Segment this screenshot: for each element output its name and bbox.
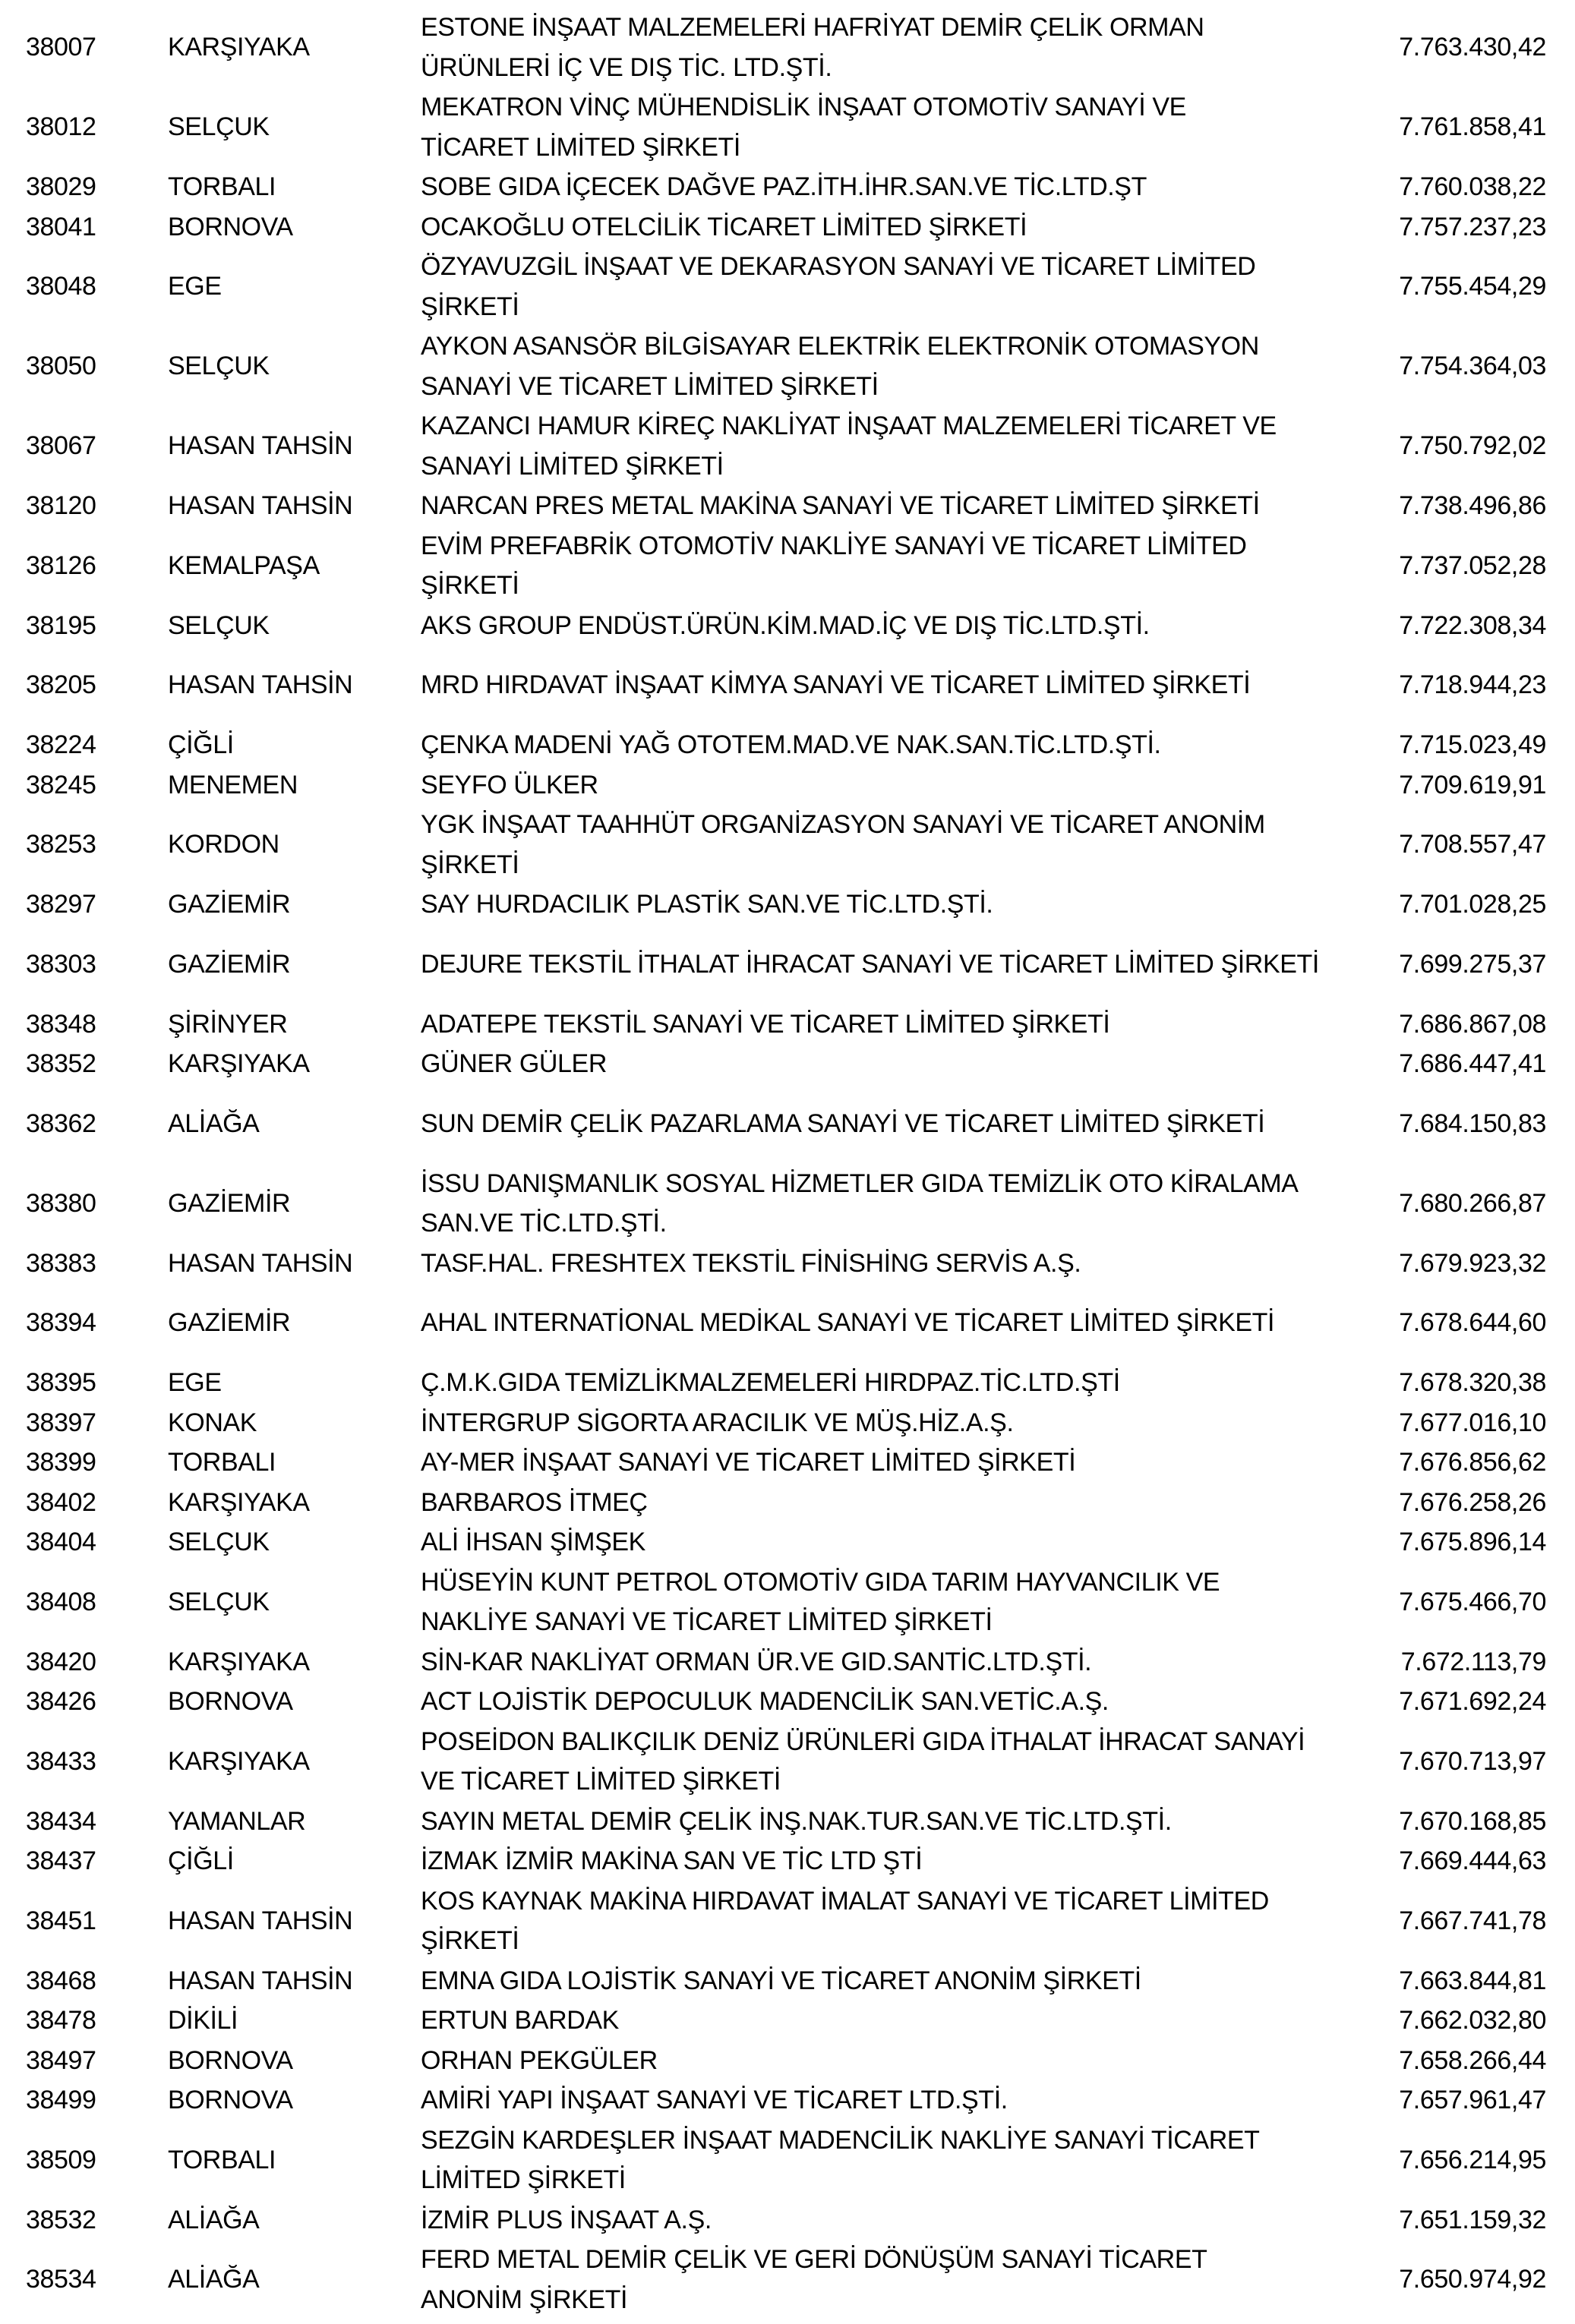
row-amount: 7.718.944,23: [1399, 670, 1546, 700]
row-company-name: [421, 885, 1370, 925]
row-company-name: [421, 1303, 1370, 1343]
row-district: KARŞIYAKA: [168, 1746, 310, 1776]
row-amount: 7.670.713,97: [1399, 1746, 1546, 1776]
company-name-line: SANAYİ VE TİCARET LİMİTED ŞİRKETİ: [421, 371, 879, 401]
row-district: KONAK: [168, 1408, 257, 1437]
row-company-name: [421, 944, 1370, 985]
company-name-line: NARCAN PRES METAL MAKİNA SANAYİ VE TİCARET LİMİTED ŞİRKETİ: [421, 491, 1260, 520]
company-name-line: AKS GROUP ENDÜST.ÜRÜN.KİM.MAD.İÇ VE DIŞ TİC.LTD.ŞTİ.: [421, 610, 1150, 640]
row-number: 38397: [26, 1408, 96, 1437]
row-amount: 7.709.619,91: [1399, 770, 1546, 799]
row-number: 38120: [26, 491, 96, 520]
company-name-line: FERD METAL DEMİR ÇELİK VE GERİ DÖNÜŞÜM SANAYİ TİCARET: [421, 2245, 1207, 2274]
company-name-line: MRD HIRDAVAT İNŞAAT KİMYA SANAYİ VE TİCARET LİMİTED ŞİRKETİ: [421, 670, 1251, 700]
company-name-line: AY-MER İNŞAAT SANAYİ VE TİCARET LİMİTED ŞİRKETİ: [421, 1448, 1076, 1477]
row-district: KORDON: [168, 830, 279, 859]
row-company-name: [421, 1104, 1370, 1144]
row-number: 38348: [26, 1009, 96, 1039]
row-number: 38433: [26, 1746, 96, 1776]
company-name-line: TİCARET LİMİTED ŞİRKETİ: [421, 132, 740, 162]
row-amount: 7.677.016,10: [1399, 1408, 1546, 1437]
company-name-line: EMNA GIDA LOJİSTİK SANAYİ VE TİCARET ANONİM ŞİRKETİ: [421, 1966, 1141, 1995]
row-number: 38253: [26, 830, 96, 859]
company-name-line: ŞİRKETİ: [421, 1926, 519, 1955]
table-row: [0, 2200, 1575, 2240]
table-row: [0, 1283, 1575, 1363]
row-amount: 7.760.038,22: [1399, 172, 1546, 201]
row-amount: 7.763.430,42: [1399, 33, 1546, 62]
row-number: 38352: [26, 1049, 96, 1078]
row-number: 38395: [26, 1368, 96, 1397]
company-name-line: TASF.HAL. FRESHTEX TEKSTİL FİNİSHİNG SERVİS A.Ş.: [421, 1248, 1081, 1278]
row-amount: 7.757.237,23: [1399, 212, 1546, 241]
company-name-line: ÖZYAVUZGİL İNŞAAT VE DEKARASYON SANAYİ VE TİCARET LİMİTED: [421, 252, 1256, 281]
row-district: ALİAĞA: [168, 2205, 260, 2234]
row-district: KARŞIYAKA: [168, 33, 310, 62]
row-district: BORNOVA: [168, 2086, 293, 2114]
table-row: [0, 8, 1575, 87]
row-district: KEMALPAŞA: [168, 550, 320, 580]
row-number: 38499: [26, 2086, 96, 2114]
row-company-name: [421, 1044, 1370, 1084]
table-row: [0, 2240, 1575, 2319]
row-company-name: [421, 2041, 1370, 2081]
row-district: ŞİRİNYER: [168, 1009, 288, 1039]
table-row: [0, 1802, 1575, 1842]
row-company-name: [421, 1164, 1370, 1244]
row-number: 38205: [26, 670, 96, 700]
row-amount: 7.656.214,95: [1399, 2145, 1546, 2174]
table-row: [0, 526, 1575, 606]
row-amount: 7.658.266,44: [1399, 2045, 1546, 2075]
row-number: 38399: [26, 1448, 96, 1477]
row-company-name: [421, 805, 1370, 885]
table-row: [0, 1084, 1575, 1164]
row-company-name: [421, 606, 1370, 646]
table-row: [0, 1403, 1575, 1443]
row-amount: 7.701.028,25: [1399, 890, 1546, 919]
table-row: [0, 645, 1575, 725]
row-amount: 7.738.496,86: [1399, 491, 1546, 520]
table-row: [0, 167, 1575, 207]
row-amount: 7.684.150,83: [1399, 1108, 1546, 1138]
row-amount: 7.675.896,14: [1399, 1528, 1546, 1556]
row-company-name: [421, 167, 1370, 207]
table-row: [0, 1562, 1575, 1642]
company-name-line: KOS KAYNAK MAKİNA HIRDAVAT İMALAT SANAYİ VE TİCARET LİMİTED: [421, 1886, 1269, 1916]
company-name-line: İZMİR PLUS İNŞAAT A.Ş.: [421, 2205, 712, 2234]
row-amount: 7.676.856,62: [1399, 1448, 1546, 1477]
row-amount: 7.750.792,02: [1399, 431, 1546, 461]
row-amount: 7.686.867,08: [1399, 1009, 1546, 1039]
row-company-name: [421, 1403, 1370, 1443]
row-district: ALİAĞA: [168, 2265, 260, 2294]
row-district: HASAN TAHSİN: [168, 431, 353, 461]
row-number: 38509: [26, 2145, 96, 2174]
row-number: 38426: [26, 1687, 96, 1716]
table-row: [0, 1522, 1575, 1562]
row-district: TORBALI: [168, 2145, 276, 2174]
company-name-line: Ç.M.K.GIDA TEMİZLİKMALZEMELERİ HIRDPAZ.TİC.LTD.ŞTİ: [421, 1368, 1120, 1397]
table-row: [0, 1961, 1575, 2001]
row-number: 38380: [26, 1188, 96, 1218]
company-name-line: DEJURE TEKSTİL İTHALAT İHRACAT SANAYİ VE TİCARET LİMİTED ŞİRKETİ: [421, 949, 1319, 979]
row-company-name: [421, 765, 1370, 806]
table-row: [0, 1363, 1575, 1403]
row-amount: 7.715.023,49: [1399, 730, 1546, 759]
company-name-line: ADATEPE TEKSTİL SANAYİ VE TİCARET LİMİTED ŞİRKETİ: [421, 1009, 1110, 1039]
row-company-name: [421, 1802, 1370, 1842]
row-company-name: [421, 1841, 1370, 1881]
table-row: [0, 1244, 1575, 1284]
company-name-line: SAY HURDACILIK PLASTİK SAN.VE TİC.LTD.ŞTİ.: [421, 890, 993, 919]
row-company-name: [421, 1961, 1370, 2001]
company-name-line: EVİM PREFABRİK OTOMOTİV NAKLİYE SANAYİ VE TİCARET LİMİTED: [421, 531, 1247, 560]
row-number: 38224: [26, 730, 96, 759]
table-row: [0, 925, 1575, 1004]
row-district: TORBALI: [168, 1448, 276, 1477]
row-company-name: [421, 8, 1370, 87]
row-number: 38420: [26, 1647, 96, 1676]
table-row: [0, 805, 1575, 885]
row-district: HASAN TAHSİN: [168, 1966, 353, 1995]
row-number: 38437: [26, 1846, 96, 1875]
row-number: 38041: [26, 212, 96, 241]
row-amount: 7.667.741,78: [1399, 1906, 1546, 1935]
company-name-line: SEZGİN KARDEŞLER İNŞAAT MADENCİLİK NAKLİYE SANAYİ TİCARET: [421, 2125, 1260, 2155]
company-name-line: SAYIN METAL DEMİR ÇELİK İNŞ.NAK.TUR.SAN.VE TİC.LTD.ŞTİ.: [421, 1806, 1172, 1836]
table-row: [0, 87, 1575, 167]
row-district: DİKİLİ: [168, 2006, 238, 2035]
row-number: 38404: [26, 1528, 96, 1556]
row-number: 38451: [26, 1906, 96, 1935]
table-row: [0, 1164, 1575, 1244]
table-row: [0, 1483, 1575, 1523]
row-district: HASAN TAHSİN: [168, 491, 353, 520]
row-district: BORNOVA: [168, 2045, 293, 2075]
row-number: 38497: [26, 2045, 96, 2075]
row-number: 38468: [26, 1966, 96, 1995]
row-number: 38402: [26, 1487, 96, 1517]
row-company-name: [421, 1642, 1370, 1682]
row-amount: 7.679.923,32: [1399, 1248, 1546, 1278]
row-company-name: [421, 1722, 1370, 1802]
row-district: GAZİEMİR: [168, 890, 291, 919]
row-amount: 7.686.447,41: [1399, 1049, 1546, 1078]
row-company-name: [421, 406, 1370, 486]
company-name-line: ÇENKA MADENİ YAĞ OTOTEM.MAD.VE NAK.SAN.TİC.LTD.ŞTİ.: [421, 730, 1161, 759]
row-amount: 7.678.320,38: [1399, 1368, 1546, 1397]
table-row: [0, 1841, 1575, 1881]
row-amount: 7.670.168,85: [1399, 1806, 1546, 1836]
company-name-line: BARBAROS İTMEÇ: [421, 1487, 648, 1517]
row-amount: 7.678.644,60: [1399, 1308, 1546, 1338]
row-amount: 7.737.052,28: [1399, 550, 1546, 580]
row-district: ALİAĞA: [168, 1108, 260, 1138]
row-district: EGE: [168, 272, 222, 301]
row-company-name: [421, 2200, 1370, 2240]
row-amount: 7.671.692,24: [1399, 1687, 1546, 1716]
company-name-line: ANONİM ŞİRKETİ: [421, 2285, 628, 2314]
row-company-name: [421, 1483, 1370, 1523]
table-row: [0, 885, 1575, 925]
row-amount: 7.676.258,26: [1399, 1487, 1546, 1517]
row-district: BORNOVA: [168, 1687, 293, 1716]
company-name-line: AMİRİ YAPI İNŞAAT SANAYİ VE TİCARET LTD.ŞTİ.: [421, 2086, 1008, 2114]
company-name-line: SEYFO ÜLKER: [421, 770, 598, 799]
row-number: 38297: [26, 890, 96, 919]
row-district: SELÇUK: [168, 112, 270, 142]
company-name-line: HÜSEYİN KUNT PETROL OTOMOTİV GIDA TARIM HAYVANCILIK VE: [421, 1567, 1220, 1597]
company-name-line: İZMAK İZMİR MAKİNA SAN VE TİC LTD ŞTİ: [421, 1846, 923, 1875]
row-district: KARŞIYAKA: [168, 1487, 310, 1517]
row-company-name: [421, 247, 1370, 326]
row-district: EGE: [168, 1368, 222, 1397]
table-row: [0, 1881, 1575, 1961]
company-name-line: ACT LOJİSTİK DEPOCULUK MADENCİLİK SAN.VETİC.A.Ş.: [421, 1687, 1109, 1716]
table-row: [0, 2121, 1575, 2200]
table-row: [0, 1044, 1575, 1084]
row-number: 38362: [26, 1108, 96, 1138]
table-row: [0, 765, 1575, 806]
row-number: 38245: [26, 770, 96, 799]
row-number: 38195: [26, 610, 96, 640]
company-name-line: ŞİRKETİ: [421, 571, 519, 600]
row-number: 38383: [26, 1248, 96, 1278]
row-number: 38007: [26, 33, 96, 62]
row-number: 38126: [26, 550, 96, 580]
row-district: SELÇUK: [168, 1528, 270, 1556]
company-name-line: ÜRÜNLERİ İÇ VE DIŞ TİC. LTD.ŞTİ.: [421, 52, 832, 82]
row-amount: 7.662.032,80: [1399, 2006, 1546, 2035]
row-company-name: [421, 725, 1370, 765]
row-amount: 7.754.364,03: [1399, 352, 1546, 381]
row-district: KARŞIYAKA: [168, 1049, 310, 1078]
table-row: [0, 207, 1575, 248]
row-amount: 7.672.113,79: [1400, 1647, 1546, 1676]
row-company-name: [421, 1363, 1370, 1403]
row-district: SELÇUK: [168, 352, 270, 381]
company-name-line: SAN.VE TİC.LTD.ŞTİ.: [421, 1209, 667, 1238]
row-amount: 7.761.858,41: [1399, 112, 1546, 142]
row-district: GAZİEMİR: [168, 949, 291, 979]
row-company-name: [421, 1682, 1370, 1722]
row-district: ÇİĞLİ: [168, 730, 234, 759]
row-district: SELÇUK: [168, 1587, 270, 1616]
company-name-line: YGK İNŞAAT TAAHHÜT ORGANİZASYON SANAYİ VE TİCARET ANONİM: [421, 810, 1265, 839]
row-company-name: [421, 1443, 1370, 1483]
row-district: HASAN TAHSİN: [168, 1906, 353, 1935]
table-row: [0, 1722, 1575, 1802]
row-company-name: [421, 486, 1370, 526]
row-district: YAMANLAR: [168, 1806, 306, 1836]
row-company-name: [421, 2240, 1370, 2319]
row-district: TORBALI: [168, 172, 276, 201]
row-amount: 7.663.844,81: [1399, 1966, 1546, 1995]
row-company-name: [421, 326, 1370, 406]
row-district: BORNOVA: [168, 212, 293, 241]
company-name-line: POSEİDON BALIKÇILIK DENİZ ÜRÜNLERİ GIDA İTHALAT İHRACAT SANAYİ: [421, 1726, 1305, 1756]
company-name-line: GÜNER GÜLER: [421, 1049, 607, 1078]
row-number: 38050: [26, 352, 96, 381]
row-amount: 7.651.159,32: [1399, 2205, 1546, 2234]
row-number: 38532: [26, 2205, 96, 2234]
company-name-line: ESTONE İNŞAAT MALZEMELERİ HAFRİYAT DEMİR ÇELİK ORMAN: [421, 13, 1204, 42]
row-number: 38408: [26, 1587, 96, 1616]
row-number: 38394: [26, 1308, 96, 1338]
company-name-line: SANAYİ LİMİTED ŞİRKETİ: [421, 451, 724, 481]
row-amount: 7.680.266,87: [1399, 1188, 1546, 1218]
company-name-line: SUN DEMİR ÇELİK PAZARLAMA SANAYİ VE TİCARET LİMİTED ŞİRKETİ: [421, 1108, 1265, 1138]
table-row: [0, 326, 1575, 406]
table-row: [0, 1682, 1575, 1722]
row-amount: 7.657.961,47: [1399, 2086, 1546, 2114]
row-company-name: [421, 207, 1370, 248]
row-number: 38012: [26, 112, 96, 142]
company-name-line: OCAKOĞLU OTELCİLİK TİCARET LİMİTED ŞİRKETİ: [421, 212, 1027, 241]
row-district: ÇİĞLİ: [168, 1846, 234, 1875]
table-row: [0, 2080, 1575, 2121]
row-district: SELÇUK: [168, 610, 270, 640]
row-amount: 7.669.444,63: [1399, 1846, 1546, 1875]
row-company-name: [421, 665, 1370, 705]
row-amount: 7.708.557,47: [1399, 830, 1546, 859]
row-district: MENEMEN: [168, 770, 298, 799]
table-row: [0, 486, 1575, 526]
company-name-line: ORHAN PEKGÜLER: [421, 2045, 658, 2075]
company-name-line: ERTUN BARDAK: [421, 2006, 619, 2035]
company-name-line: SOBE GIDA İÇECEK DAĞVE PAZ.İTH.İHR.SAN.VE TİC.LTD.ŞT: [421, 172, 1147, 201]
row-number: 38048: [26, 272, 96, 301]
row-company-name: [421, 1562, 1370, 1642]
company-name-line: LİMİTED ŞİRKETİ: [421, 2165, 626, 2194]
row-amount: 7.699.275,37: [1399, 949, 1546, 979]
company-name-line: AHAL INTERNATİONAL MEDİKAL SANAYİ VE TİCARET LİMİTED ŞİRKETİ: [421, 1308, 1275, 1338]
row-company-name: [421, 1004, 1370, 1045]
company-name-line: İSSU DANIŞMANLIK SOSYAL HİZMETLER GIDA TEMİZLİK OTO KİRALAMA: [421, 1168, 1299, 1198]
row-number: 38029: [26, 172, 96, 201]
row-number: 38534: [26, 2265, 96, 2294]
row-district: KARŞIYAKA: [168, 1647, 310, 1676]
table-row: [0, 1642, 1575, 1682]
row-company-name: [421, 2080, 1370, 2121]
company-name-line: VE TİCARET LİMİTED ŞİRKETİ: [421, 1767, 781, 1796]
table-row: [0, 247, 1575, 326]
row-district: HASAN TAHSİN: [168, 670, 353, 700]
table-row: [0, 1443, 1575, 1483]
row-amount: 7.650.974,92: [1399, 2265, 1546, 2294]
table-row: [0, 725, 1575, 765]
company-name-line: AYKON ASANSÖR BİLGİSAYAR ELEKTRİK ELEKTRONİK OTOMASYON: [421, 332, 1259, 361]
row-amount: 7.675.466,70: [1399, 1587, 1546, 1616]
company-name-line: ŞİRKETİ: [421, 850, 519, 879]
row-district: GAZİEMİR: [168, 1308, 291, 1338]
table-row: [0, 2001, 1575, 2041]
row-district: GAZİEMİR: [168, 1188, 291, 1218]
row-company-name: [421, 1244, 1370, 1284]
row-number: 38434: [26, 1806, 96, 1836]
table-row: [0, 1004, 1575, 1045]
row-company-name: [421, 526, 1370, 606]
company-name-line: İNTERGRUP SİGORTA ARACILIK VE MÜŞ.HİZ.A.Ş.: [421, 1408, 1014, 1437]
table-row: [0, 406, 1575, 486]
row-company-name: [421, 2121, 1370, 2200]
company-name-line: NAKLİYE SANAYİ VE TİCARET LİMİTED ŞİRKETİ: [421, 1607, 993, 1636]
row-number: 38478: [26, 2006, 96, 2035]
row-amount: 7.755.454,29: [1399, 272, 1546, 301]
row-company-name: [421, 2001, 1370, 2041]
company-name-line: SİN-KAR NAKLİYAT ORMAN ÜR.VE GID.SANTİC.LTD.ŞTİ.: [421, 1647, 1092, 1676]
row-company-name: [421, 1522, 1370, 1562]
company-table: [0, 8, 1575, 2319]
row-amount: 7.722.308,34: [1399, 610, 1546, 640]
row-company-name: [421, 1881, 1370, 1961]
table-row: [0, 606, 1575, 646]
company-name-line: KAZANCI HAMUR KİREÇ NAKLİYAT İNŞAAT MALZEMELERİ TİCARET VE: [421, 412, 1277, 440]
company-name-line: ALİ İHSAN ŞİMŞEK: [421, 1528, 645, 1556]
row-number: 38303: [26, 949, 96, 979]
row-number: 38067: [26, 431, 96, 461]
company-name-line: ŞİRKETİ: [421, 292, 519, 321]
row-company-name: [421, 87, 1370, 167]
table-row: [0, 2041, 1575, 2081]
company-name-line: MEKATRON VİNÇ MÜHENDİSLİK İNŞAAT OTOMOTİV SANAYİ VE: [421, 93, 1186, 121]
row-district: HASAN TAHSİN: [168, 1248, 353, 1278]
